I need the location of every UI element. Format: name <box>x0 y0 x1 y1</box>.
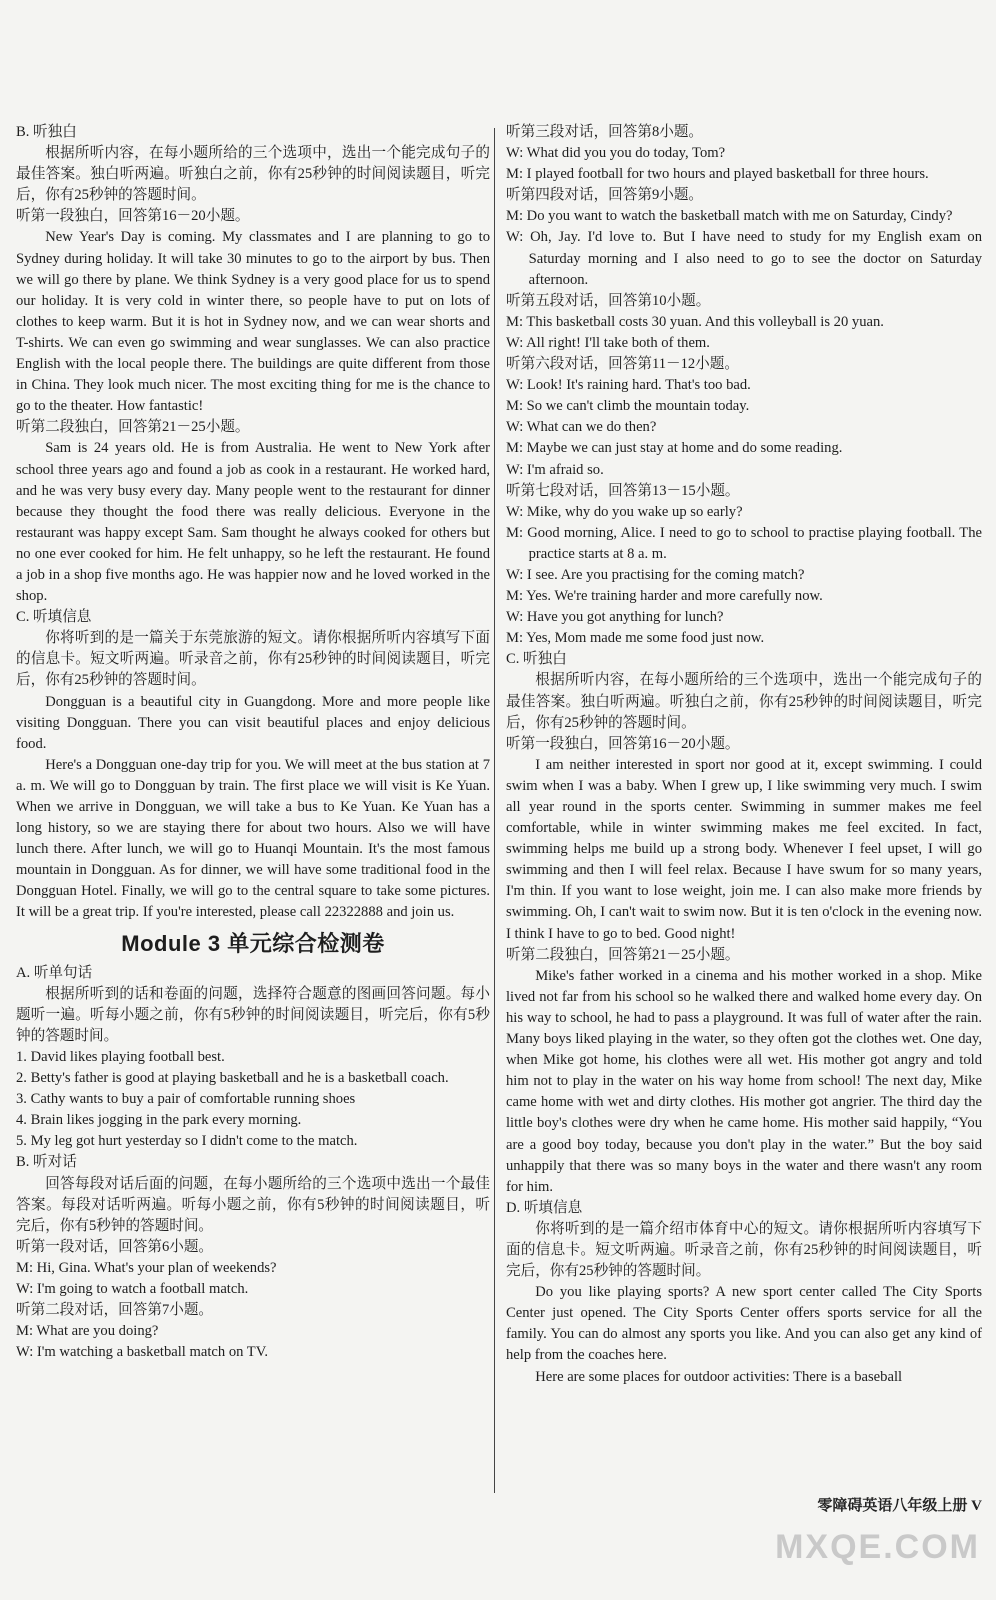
right-column <box>506 122 982 1388</box>
dialogue-line: W: What can we do then? <box>506 419 657 436</box>
paragraph: 根据所听内容，在每小题所给的三个选项中，选出一个能完成句子的最佳答案。独白听两遍。听独白之前，你有25秒钟的时间阅读题目，听完后，你有25秒钟的答题时间。 <box>506 672 982 731</box>
page-footer: 零障碍英语八年级上册 V <box>817 1498 982 1514</box>
dialogue-line: M: This basketball costs 30 yuan. And this volleyball is 20 yuan. <box>506 313 884 330</box>
dialogue-line: W: I'm watching a basketball match on TV. <box>16 1344 269 1361</box>
question-instruction: 听第二段独白，回答第21－25小题。 <box>506 946 740 963</box>
paragraph: Mike's father worked in a cinema and his mother worked in a shop. Mike lived not far from his school so he walked there and walked home every day. On his way to school, he had to pass a playground. It was full of water after the rain. Many boys liked playing in the water, so they often got the clothes wet. One day, when Mike got home, his clothes were all wet. His mother got angry and told him not to play in the water on his way home from school! The next day, Mike came home with wet and dirty clothes. His mother got angrier. The third day the little boy's clothes were dry when he came home. His mother said happily, “You are a good boy today, because you don't play in the water.” But the boy said unhappily that there was so many boys in the water and there wasn't any room for him. <box>506 967 982 1195</box>
question-instruction: 听第六段对话，回答第11－12小题。 <box>506 356 739 373</box>
dialogue-line: W: All right! I'll take both of them. <box>506 334 710 351</box>
dialogue-line: W: I'm afraid so. <box>506 461 604 478</box>
paragraph: Do you like playing sports? A new sport center called The City Sports Center just opened. The City Sports Center offers sports service for all the family. You can do almost any sports you like. And you can also get any kind of help from the coaches here. <box>506 1284 982 1364</box>
paragraph: 回答每段对话后面的问题，在每小题所给的三个选项中选出一个最佳答案。每段对话听两遍。听每小题之前，你有5秒钟的时间阅读题目，听完后，你有5秒钟的答题时间。 <box>16 1175 490 1234</box>
section-heading: C. 听独白 <box>506 651 567 668</box>
paragraph: 你将听到的是一篇介绍市体育中心的短文。请你根据所听内容填写下面的信息卡。短文听两遍。听录音之前，你有25秒钟的时间阅读题目，听完后，你有25秒钟的答题时间。 <box>506 1220 982 1280</box>
dialogue-line: M: Do you want to watch the basketball match with me on Saturday, Cindy? <box>506 208 953 225</box>
question-instruction: 听第二段独白，回答第21－25小题。 <box>16 419 250 436</box>
section-heading: A. 听单句话 <box>16 964 93 981</box>
paragraph: Sam is 24 years old. He is from Australia. He went to New York after school three years ago and found a job as cook in a restaurant. He worked hard, and he was very busy every day. Many people went to the restaurant for dinner because they thought the food there was really delicious. Everyone in the restaurant was happy except Sam. Sam thought he always cooked for others but no one ever cooked for him. He felt unhappy, so he left the restaurant. He found a job in a shop five months ago. He was happier now and he loved worked in the shop. <box>16 440 490 605</box>
dialogue-line: M: Maybe we can just stay at home and do some reading. <box>506 440 843 457</box>
question-instruction: 听第一段独白，回答第16－20小题。 <box>506 735 740 752</box>
section-heading: B. 听独白 <box>16 124 77 140</box>
column-divider <box>494 128 495 1493</box>
numbered-item: 5. My leg got hurt yesterday so I didn't come to the match. <box>16 1133 358 1150</box>
dialogue-line: M: I played football for two hours and played basketball for three hours. <box>506 166 929 183</box>
section-heading: C. 听填信息 <box>16 609 92 626</box>
dialogue-line: M: So we can't climb the mountain today. <box>506 398 750 415</box>
numbered-item: 1. David likes playing football best. <box>16 1048 225 1065</box>
numbered-item: 3. Cathy wants to buy a pair of comfortable running shoes <box>16 1091 356 1108</box>
question-instruction: 听第七段对话，回答第13－15小题。 <box>506 482 740 499</box>
paragraph: I am neither interested in sport nor good at it, except swimming. I could swim when I was a baby. When I grew up, I like swimming very much. I swim all year round in the sports center. Swimming in summer makes me feel comfortable, while in winter swimming makes me feel excited. In fact, swimming helps me build up a strong body. Whenever I feel upset, I will go swimming and then I will feel relax. Because I have swum for so many years, I'm thin. If you want to lose weight, join me. I can also make more friends by swimming. Oh, I can't wait to swim now. But it is ten o'clock in the evening now. I think I have to go to bed. Good night! <box>506 756 982 942</box>
dialogue-line: M: Good morning, Alice. I need to go to school to practise playing football. The practice starts at 8 a. m. <box>506 524 982 562</box>
paragraph: Here's a Dongguan one-day trip for you. We will meet at the bus station at 7 a. m. We will go to Dongguan by train. The first place we will visit is Ke Yuan. When we arrive in Dongguan, we will take a bus to Ke Yuan. Ke Yuan has a long history, so we are staying there for about two hours. Also we will have lunch there. After lunch, we will go to Huanqi Mountain. It's the most famous mountain in Dongguan. As for dinner, we will have some traditional food in the Dongguan Hotel. Finally, we will go to the central square to take some pictures. It will be a great trip. If you're interested, please call 22322888 and join us. <box>16 756 490 921</box>
question-instruction: 听第五段对话，回答第10小题。 <box>506 292 711 309</box>
question-instruction: 听第三段对话，回答第8小题。 <box>506 124 704 140</box>
paragraph: 你将听到的是一篇关于东莞旅游的短文。请你根据所听内容填写下面的信息卡。短文听两遍。听录音之前，你有25秒钟的时间阅读题目，听完后，你有25秒钟的答题时间。 <box>16 630 490 689</box>
left-column <box>16 122 490 1363</box>
dialogue-line: W: Mike, why do you wake up so early? <box>506 503 743 520</box>
paragraph: 根据所听到的话和卷面的问题，选择符合题意的图画回答问题。每小题听一遍。听每小题之前，你有5秒钟的时间阅读题目，听完后，你有5秒钟的答题时间。 <box>16 985 490 1044</box>
dialogue-line: W: Have you got anything for lunch? <box>506 609 724 626</box>
paragraph: New Year's Day is coming. My classmates and I are planning to go to Sydney during holiday. It will take 30 minutes to go to the airport by bus. Then we will go there by plane. We think Sydney is a very good place for us to spend our holiday. It is very cold in winter there, so people have to put on lots of clothes to keep warm. But it is hot in Sydney now, and we can wear shorts and T-shirts. We can even go swimming and wear sunglasses. We can also practice English with the local people there. The buildings are quite different from those in China. They look much nicer. The most exciting thing for me is the chance to go to the theater. How fantastic! <box>16 229 490 415</box>
dialogue-line: M: Yes, Mom made me some food just now. <box>506 630 765 647</box>
module-title: Module 3 单元综合检测卷 <box>121 930 385 956</box>
question-instruction: 听第四段对话，回答第9小题。 <box>506 187 704 204</box>
dialogue-line: W: I see. Are you practising for the coming match? <box>506 566 805 583</box>
paragraph: 根据所听内容，在每小题所给的三个选项中，选出一个能完成句子的最佳答案。独白听两遍。听独白之前，你有25秒钟的时间阅读题目，听完后，你有25秒钟的答题时间。 <box>16 145 490 204</box>
dialogue-line: W: I'm going to watch a football match. <box>16 1280 249 1297</box>
section-heading: B. 听对话 <box>16 1154 77 1171</box>
dialogue-line: W: Oh, Jay. I'd love to. But I have need to study for my English exam on Saturday morning and I also need to go to see the doctor on Saturday afternoon. <box>506 229 982 288</box>
question-instruction: 听第一段独白，回答第16－20小题。 <box>16 208 250 225</box>
paragraph: Here are some places for outdoor activities: There is a baseball <box>535 1368 903 1385</box>
question-instruction: 听第一段对话，回答第6小题。 <box>16 1238 214 1255</box>
numbered-item: 4. Brain likes jogging in the park every morning. <box>16 1112 302 1129</box>
dialogue-line: M: Yes. We're training harder and more carefully now. <box>506 588 823 605</box>
dialogue-line: M: Hi, Gina. What's your plan of weekends? <box>16 1259 277 1276</box>
dialogue-line: M: What are you doing? <box>16 1323 159 1340</box>
dialogue-line: W: What did you you do today, Tom? <box>506 145 726 162</box>
paragraph: Dongguan is a beautiful city in Guangdong. More and more people like visiting Dongguan. There you can visit beautiful places and enjoy delicious food. <box>16 693 490 752</box>
watermark: MXQE.COM <box>775 1528 980 1566</box>
dialogue-line: W: Look! It's raining hard. That's too bad. <box>506 377 751 394</box>
question-instruction: 听第二段对话，回答第7小题。 <box>16 1302 214 1319</box>
numbered-item: 2. Betty's father is good at playing basketball and he is a basketball coach. <box>16 1070 449 1087</box>
section-heading: D. 听填信息 <box>506 1199 583 1216</box>
